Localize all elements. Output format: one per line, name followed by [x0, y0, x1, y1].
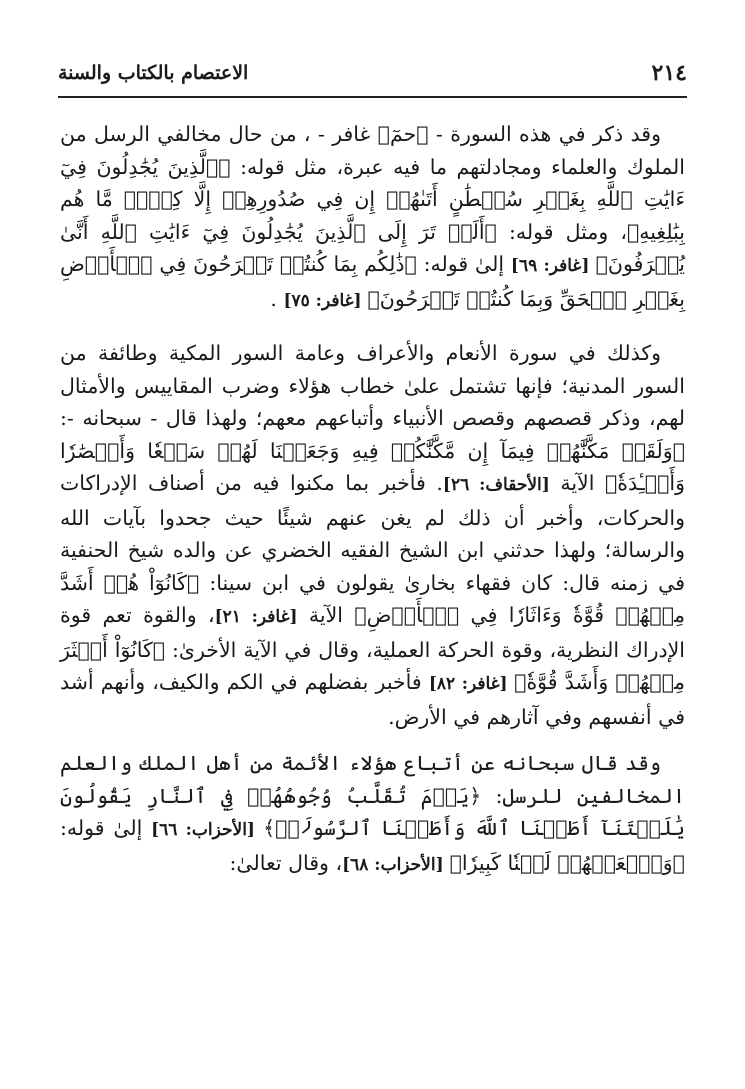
page-header	[58, 58, 687, 98]
quran-quote: ﴿وَلَقَدۡ مَكَّنَّٰهُمۡ فِيمَآ إِن مَّكَّنَّٰكُمۡ فِيهِ وَجَعَلۡنَا لَهُمۡ سَمۡعٗا وَأَبۡصَٰرٗا وَأَفۡـِٔدَةٗ﴾	[60, 438, 686, 495]
page-body	[60, 118, 685, 895]
text-run: إلىٰ قوله:	[416, 252, 511, 276]
paragraph-3	[60, 747, 685, 881]
verse-reference: [الأحزاب: ٦٨]	[342, 854, 450, 875]
text-run: إلىٰ قوله:	[60, 816, 152, 840]
verse-reference: [الأحزاب: ٦٦]	[151, 820, 264, 840]
quran-quote: ﴿أَلَمۡ تَرَ إِلَى ٱلَّذِينَ يُجَٰدِلُونَ فِيٓ ءَايَٰتِ ٱللَّهِ أَنَّىٰ يُصۡرَفُونَ﴾	[60, 219, 685, 276]
text-run: . فأخبر بما مكنوا فيه من أصناف الإدراكات والحركات، وأخبر أن ذلك لم يغن عنهم شيئًا حيث جحدوا بآيات الله والرسالة؛ ولهذا حدثني ابن الشيخ الفقيه الخضري عن والده شيخ الحنفية في زمنه قال: كان فقهاء بخارىٰ يقولون في ابن سينا:	[60, 471, 685, 595]
verse-reference: [غافر: ٨٢]	[428, 674, 515, 694]
text-run: ، ومثل قوله:	[496, 219, 627, 244]
text-run: وكذلك في سورة الأنعام والأعراف وعامة السور المكية وطائفة من السور المدنية؛ فإنها تشتمل علىٰ خطاب هؤلاء وضرب المقاييس والأمثال لهم، وذكر قصصهم وقصص الأنبياء وأتباعهم معهم؛ ولهذا قال - سبحانه -:	[60, 341, 685, 430]
verse-reference: [الأحقاف: ٢٦]	[442, 475, 550, 495]
text-run: غافر - ، من حال مخالفي الرسل من الملوك والعلماء ومجادلتهم ما فيه عبرة، مثل قوله:	[60, 122, 685, 179]
text-run: ، وقال تعالىٰ:	[229, 850, 343, 875]
text-run: الآية	[297, 603, 355, 627]
quran-quote: ﴿يَوۡمَ تُقَلَّبُ وُجُوهُهُمۡ فِي ٱلنَّارِ يَقُولُونَ يَٰلَيۡتَنَآ أَطَعۡنَا ٱللَّهَ وَأَطَعۡنَا ٱلرَّسُولَا۠﴾	[60, 783, 685, 840]
text-run: وقد ذكر في هذه السورة -	[428, 122, 661, 146]
page-number: ٢١٤	[651, 60, 687, 86]
verse-reference: [غافر: ٦٩]	[510, 256, 596, 276]
quran-quote: ﴿وَٱلۡعَنۡهُمۡ لَعۡنٗا كَبِيرٗا﴾	[449, 850, 685, 875]
verse-reference: [غافر: ٧٥]	[283, 290, 368, 311]
quran-quote: ﴿كَانُوٓاْ هُمۡ أَشَدَّ مِنۡهُمۡ قُوَّةٗ وَءَاثَارٗا فِي ٱلۡأَرۡضِ﴾	[60, 570, 685, 627]
quran-quote: ﴿ٱلَّذِينَ يُجَٰدِلُونَ فِيٓ ءَايَٰتِ ٱللَّهِ بِغَيۡرِ سُلۡطَٰنٍ أَتَىٰهُمۡ إِن فِي صُدُورِهِمۡ إِلَّا كِبۡرٞ مَّا هُم بِبَٰلِغِيهِ﴾	[60, 154, 685, 244]
quran-quote: ﴿حمٓ﴾	[377, 122, 429, 146]
verse-reference: [غافر: ٢١]	[214, 607, 298, 627]
text-run: الآية	[549, 471, 605, 495]
text-run: وقد قال سبحانه عن أتباع هؤلاء الأئمة من أهل الملك والعلم المخالفين للرسل:	[60, 751, 685, 808]
text-run: فأخبر بفضلهم في الكم والكيف، وأنهم أشد في أنفسهم وفي آثارهم في الأرض.	[60, 670, 685, 729]
text-run: ، والقوة تعم قوة الإدراك النظرية، وقوة الحركة العملية، وقال في الآية الأخرىٰ:	[60, 603, 685, 662]
quran-quote: ﴿كَانُوٓاْ أَكۡثَرَ مِنۡهُمۡ وَأَشَدَّ قُوَّةٗ﴾	[60, 637, 686, 694]
paragraph-2	[60, 337, 685, 733]
quran-quote: ﴿ذَٰلِكُم بِمَا كُنتُمۡ تَفۡرَحُونَ فِي ٱلۡأَرۡضِ بِغَيۡرِ ٱلۡحَقِّ وَبِمَا كُنتُمۡ تَمۡرَحُونَ﴾	[60, 252, 685, 311]
text-run: .	[270, 286, 284, 311]
paragraph-1	[60, 118, 685, 317]
running-title: الاعتصام بالكتاب والسنة	[58, 62, 249, 84]
